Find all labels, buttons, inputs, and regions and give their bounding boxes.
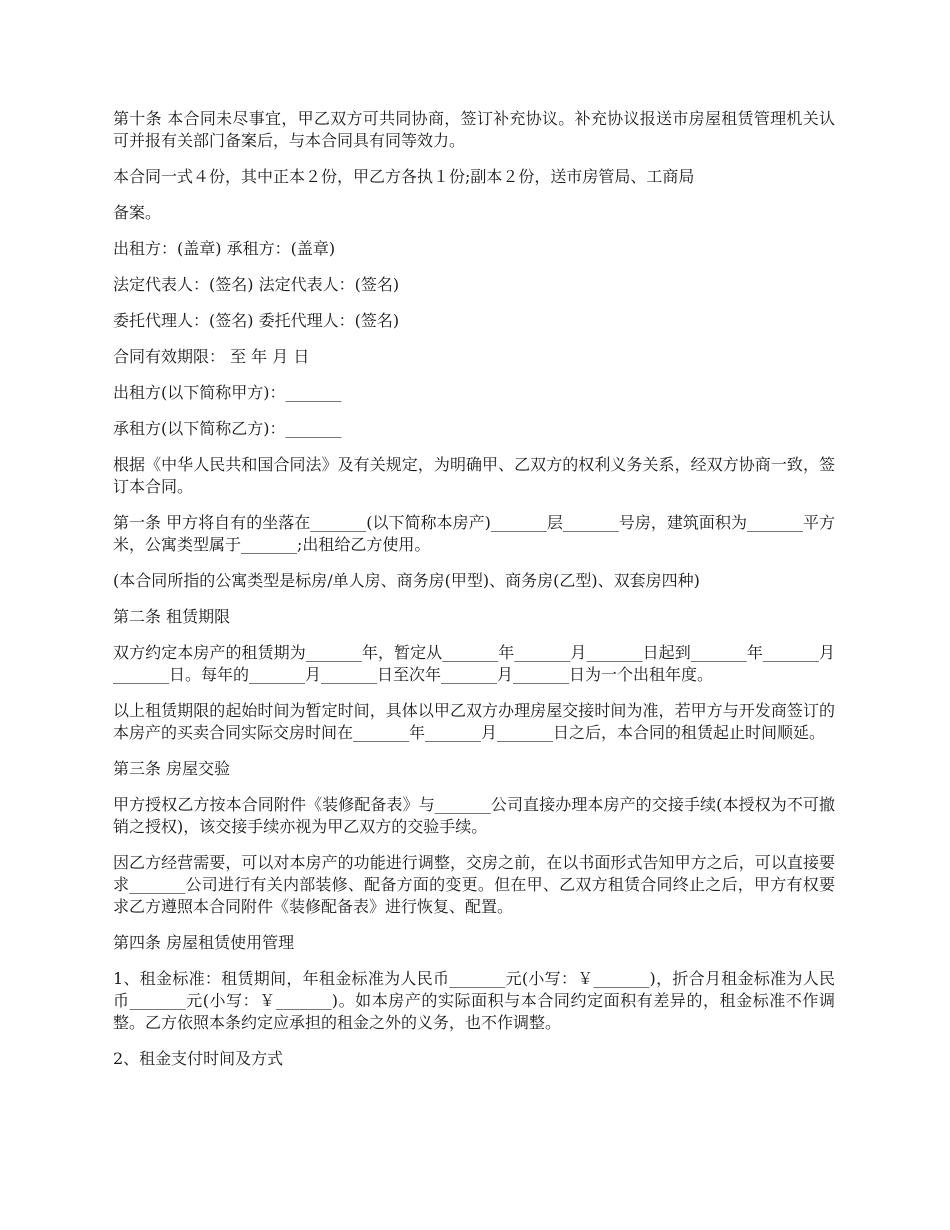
lease-start-paragraph: 以上租赁期限的起始时间为暂定时间，具体以甲乙双方办理房屋交接时间为准，若甲方与开发商签订的本房产的买卖合同实际交房时间在_______年_______月_______日之后，本合同的租赁起止时间顺延。 xyxy=(113,701,835,742)
lessor-lessee-seal-line: 出租方：(盖章) 承租方：(盖章) xyxy=(113,239,336,258)
preamble-paragraph: 根据《中华人民共和国合同法》及有关规定，为明确甲、乙双方的权利义务关系，经双方协商一致，签订本合同。 xyxy=(113,455,835,496)
rent-standard-paragraph: 1、租金标准：租赁期间，年租金标准为人民币_______元(小写：￥_______)，折合月租金标准为人民币_______元(小写：￥_______)。如本房产的实际面积与本合同约定面积有差异的，租金标准不作调整。乙方依照本条约定应承担的租金之外的义务，也不作调整。 xyxy=(113,969,835,1032)
lease-term-paragraph: 双方约定本房产的租赁期为_______年，暂定从_______年_______月_______日起到_______年_______月_______日。每年的_______月_______日至次年_______月_______日为一个出租年度。 xyxy=(113,643,835,684)
legal-representative-line: 法定代表人：(签名) 法定代表人：(签名) xyxy=(113,275,400,294)
rent-payment-heading: 2、租金支付时间及方式 xyxy=(113,1049,284,1068)
copies-paragraph: 本合同一式４份，其中正本２份，甲乙方各执１份;副本２份，送市房管局、工商局 xyxy=(113,167,695,186)
clause-4-heading: 第四条 房屋租赁使用管理 xyxy=(113,933,295,952)
apartment-types-note: (本合同所指的公寓类型是标房/单人房、商务房(甲型)、商务房(乙型)、双套房四种) xyxy=(113,571,700,590)
function-adjustment-paragraph: 因乙方经营需要，可以对本房产的功能进行调整，交房之前，在以书面形式告知甲方之后，可以直接要求_______公司进行有关内部装修、配备方面的变更。但在甲、乙双方租赁合同终止之后，甲方有权要求乙方遵照本合同附件《装修配备表》进行恢复、配置。 xyxy=(113,853,835,916)
clause-2-heading: 第二条 租赁期限 xyxy=(113,607,231,626)
document-body xyxy=(113,108,835,1084)
contract-validity-line: 合同有效期限： 至 年 月 日 xyxy=(113,347,310,366)
clause-3-heading: 第三条 房屋交验 xyxy=(113,759,231,778)
copies-continuation: 备案。 xyxy=(113,203,162,222)
authorized-agent-line: 委托代理人：(签名) 委托代理人：(签名) xyxy=(113,311,400,330)
clause-10-paragraph: 第十条 本合同未尽事宜，甲乙双方可共同协商，签订补充协议。补充协议报送市房屋租赁管理机关认可并报有关部门备案后，与本合同具有同等效力。 xyxy=(113,109,835,150)
lessee-party-b-line: 承租方(以下简称乙方)：_______ xyxy=(113,419,342,438)
lessor-party-a-line: 出租方(以下简称甲方)：_______ xyxy=(113,383,342,402)
clause-1-paragraph: 第一条 甲方将自有的坐落在_______(以下简称本房产)_______层_______号房，建筑面积为_______平方米，公寓类型属于_______;出租给乙方使用。 xyxy=(113,513,835,554)
handover-authorization-paragraph: 甲方授权乙方按本合同附件《装修配备表》与_______公司直接办理本房产的交接手续(本授权为不可撤销之授权)，该交接手续亦视为甲乙双方的交验手续。 xyxy=(113,795,835,836)
